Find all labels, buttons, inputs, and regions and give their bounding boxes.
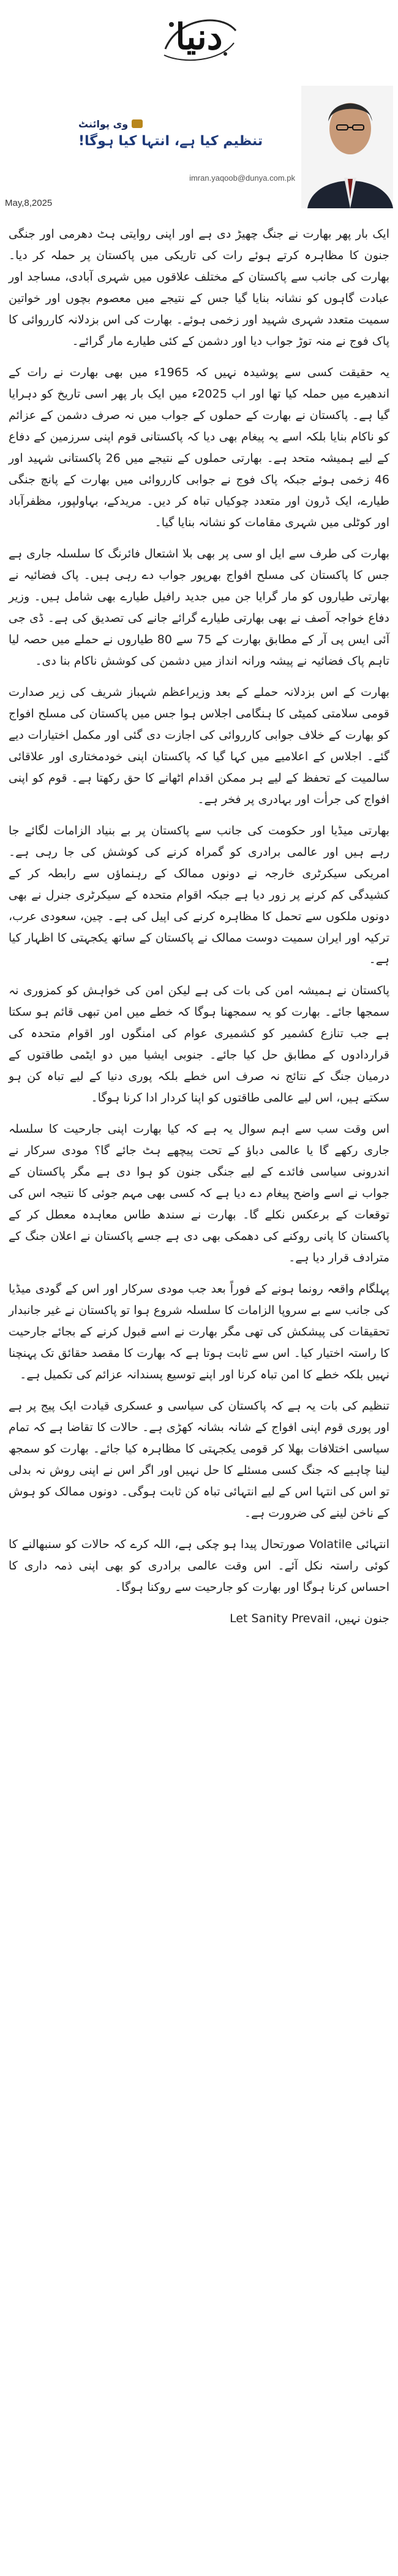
article-paragraph: بھارت کی طرف سے ایل او سی پر بھی بلا اشتعال فائرنگ کا سلسلہ جاری ہے جس کا پاکستان کی مسلح افواج بھرپور جواب دے رہی ہیں۔ پاک فضائیہ نے بھارتی طیاروں کو مار گرایا جن میں جدید رافیل طیارے بھی شامل ہیں۔ وزیر دفاع خواجہ آصف نے بھی بھارتی طیارے گرائے جانے کی تصدیق کی ہے۔ ڈی جی آئی ایس پی آر کے مطابق بھارت کے 75 سے 80 طیاروں نے حملے میں حصہ لیا تاہم پاک فضائیہ نے پیشہ ورانہ انداز میں دشمن کی کوشش ناکام بنا دی۔	[9, 547, 389, 668]
article-paragraph: تنظیم کی بات یہ ہے کہ پاکستان کی سیاسی و عسکری قیادت ایک پیج پر ہے اور پوری قوم اپنی افواج کے شانہ بشانہ کھڑی ہے۔ حالات کا تقاضا ہے کہ تمام سیاسی اختلافات بھلا کر قومی یکجہتی کا مظاہرہ کیا جائے۔ بھارت کو سمجھ لینا چاہیے کہ جنگ کسی مسئلے کا حل نہیں اور اگر اس نے اپنی روش نہ بدلی تو اس کی انتہا اس کے لیے انتہائی تباہ کن ثابت ہوگی۔ دونوں ممالک کو ہوش کے ناخن لینے کی ضرورت ہے۔	[9, 1399, 389, 1520]
logo-text: دنیا	[175, 16, 223, 58]
column-title: تنظیم کیا ہے، انتہا کیا ہوگا!	[78, 133, 263, 149]
author-photo	[301, 86, 393, 208]
author-email[interactable]: imran.yaqoob@dunya.com.pk	[189, 173, 295, 183]
date-area	[5, 86, 78, 214]
article-paragraph: انتہائی Volatile صورتحال پیدا ہو چکی ہے، اللہ کرے کہ حالات کو سنبھالنے کا کوئی راستہ نکل آئے۔ اس وقت عالمی برادری کو بھی اپنی ذمہ داری کا احساس کرنا ہوگا اور بھارت کو جارحیت سے روکنا ہوگا۔	[9, 1538, 389, 1594]
article-paragraph: ایک بار پھر بھارت نے جنگ چھیڑ دی ہے اور اپنی روایتی ہٹ دھرمی اور جنگی جنون کا مظاہرہ کرتے ہوئے رات کی تاریکی میں پاکستان پر حملہ کر دیا۔ بھارت کی جانب سے پاکستان کے مختلف علاقوں میں شہری آبادی، مساجد اور عبادت گاہوں کو نشانہ بنایا گیا جس کے نتیجے میں معصوم بچوں اور خواتین سمیت متعدد شہری شہید اور زخمی ہوئے۔ بھارت کی اس بزدلانہ کارروائی کا پاک فوج نے منہ توڑ جواب دیا اور دشمن کے کئی طیارے مار گرائے۔	[9, 227, 389, 348]
article-body	[9, 224, 389, 1630]
brand-line	[78, 118, 143, 130]
author-portrait-icon	[301, 86, 393, 208]
article-paragraph: اس وقت سب سے اہم سوال یہ ہے کہ کیا بھارت اپنی جارحیت کا سلسلہ جاری رکھے گا یا عالمی دباؤ کے تحت پیچھے ہٹ جائے گا؟ مودی سرکار نے اندرونی سیاسی فائدے کے لیے جنگی جنون کو ہوا دی ہے مگر پاکستان کے جواب نے اسے واضح پیغام دے دیا ہے کہ کسی بھی مہم جوئی کا نتیجہ اس کی توقعات کے برعکس نکلے گا۔ بھارت نے سندھ طاس معاہدہ معطل کر کے پاکستان کا پانی روکنے کی دھمکی بھی دی ہے جسے پاکستان نے اعلان جنگ کے مترادف قرار دیا ہے۔	[9, 1122, 389, 1264]
masthead	[0, 0, 398, 74]
article-paragraph: پاکستان نے ہمیشہ امن کی بات کی ہے لیکن امن کی خواہش کو کمزوری نہ سمجھا جائے۔ بھارت کو یہ سمجھنا ہوگا کہ خطے میں امن تبھی قائم ہو سکتا ہے جب تنازع کشمیر کو کشمیری عوام کی امنگوں اور اقوام متحدہ کی قراردادوں کے مطابق حل کیا جائے۔ جنوبی ایشیا میں دو ایٹمی طاقتوں کے درمیان جنگ کے نتائج نہ صرف اس خطے بلکہ پوری دنیا کے لیے تباہ کن ہو سکتے ہیں، اس لیے عالمی طاقتوں کو اپنا کردار ادا کرنا ہوگا۔	[9, 984, 389, 1105]
brand-name: وی پوائنٹ	[78, 118, 129, 130]
column-header	[5, 86, 393, 214]
article-paragraph: بھارتی میڈیا اور حکومت کی جانب سے پاکستان پر بے بنیاد الزامات لگائے جا رہے ہیں اور عالمی برادری کو گمراہ کرنے کی کوشش کی جا رہی ہے۔ امریکی سیکرٹری خارجہ نے دونوں ممالک کے رہنماؤں سے رابطہ کر کے کشیدگی کم کرنے پر زور دیا ہے جبکہ اقوام متحدہ کے سیکرٹری جنرل نے بھی دونوں ملکوں سے تحمل کا مظاہرہ کرنے کی اپیل کی ہے۔ چین، سعودی عرب، ترکیہ اور ایران سمیت دوست ممالک نے پاکستان کے ساتھ یکجہتی کا اظہار کیا ہے۔	[9, 824, 389, 966]
brand-icon	[132, 119, 143, 128]
dunya-logo[interactable]	[153, 6, 245, 67]
publish-date: May,8,2025	[5, 198, 53, 208]
article-paragraph: پہلگام واقعہ رونما ہونے کے فوراً بعد جب مودی سرکار اور اس کے گودی میڈیا کی جانب سے بے سروپا الزامات کا سلسلہ شروع ہوا تو پاکستان نے غیر جانبدار تحقیقات کی پیشکش کی تھی مگر بھارت نے اسے قبول کرنے کے بجائے جارحیت کا راستہ اختیار کیا۔ اس سے ثابت ہوتا ہے کہ بھارت کا مقصد حقائق تک پہنچنا نہیں بلکہ خطے کا امن تباہ کرنا اور اپنے توسیع پسندانہ عزائم کی تکمیل ہے۔	[9, 1282, 389, 1381]
closing-line: جنون نہیں، Let Sanity Prevail	[230, 1612, 389, 1625]
article-paragraph: بھارت کے اس بزدلانہ حملے کے بعد وزیراعظم شہباز شریف کی زیر صدارت قومی سلامتی کمیٹی کا ہنگامی اجلاس ہوا جس میں پاکستان کی مسلح افواج کو بھارت کے خلاف جوابی کارروائی کی اجازت دی گئی اور مکمل اختیارات دیے گئے۔ اجلاس کے اعلامیے میں کہا گیا کہ پاکستان اپنی خودمختاری اور علاقائی سالمیت کے تحفظ کے لیے ہر ممکن اقدام اٹھانے کا حق رکھتا ہے۔ قوم کو اپنی افواج کی جرأت اور بہادری پر فخر ہے۔	[9, 686, 389, 806]
title-area	[78, 86, 301, 214]
article-paragraph: یہ حقیقت کسی سے پوشیدہ نہیں کہ 1965ء میں بھی بھارت نے رات کے اندھیرے میں حملہ کیا تھا اور اب 2025ء میں ایک بار پھر اسی تاریخ کو دہرایا گیا ہے۔ پاکستان نے بھارت کے حملوں کے جواب میں نہ صرف دشمن کے عزائم کو ناکام بنایا بلکہ اسے یہ پیغام بھی دیا کہ پاکستانی قوم اپنی سرزمین کے دفاع کے لیے ہمیشہ متحد ہے۔ بھارتی حملوں کے نتیجے میں 26 پاکستانی شہید اور 46 زخمی ہوئے جبکہ پاک فوج نے جوابی کارروائی میں بھارت کے پانچ جنگی طیارے، ایک ڈرون اور متعدد چوکیاں تباہ کر دیں۔ مریدکے، بہاولپور، مظفرآباد اور کوٹلی میں شہری مقامات کو نشانہ بنایا گیا۔	[9, 366, 389, 529]
